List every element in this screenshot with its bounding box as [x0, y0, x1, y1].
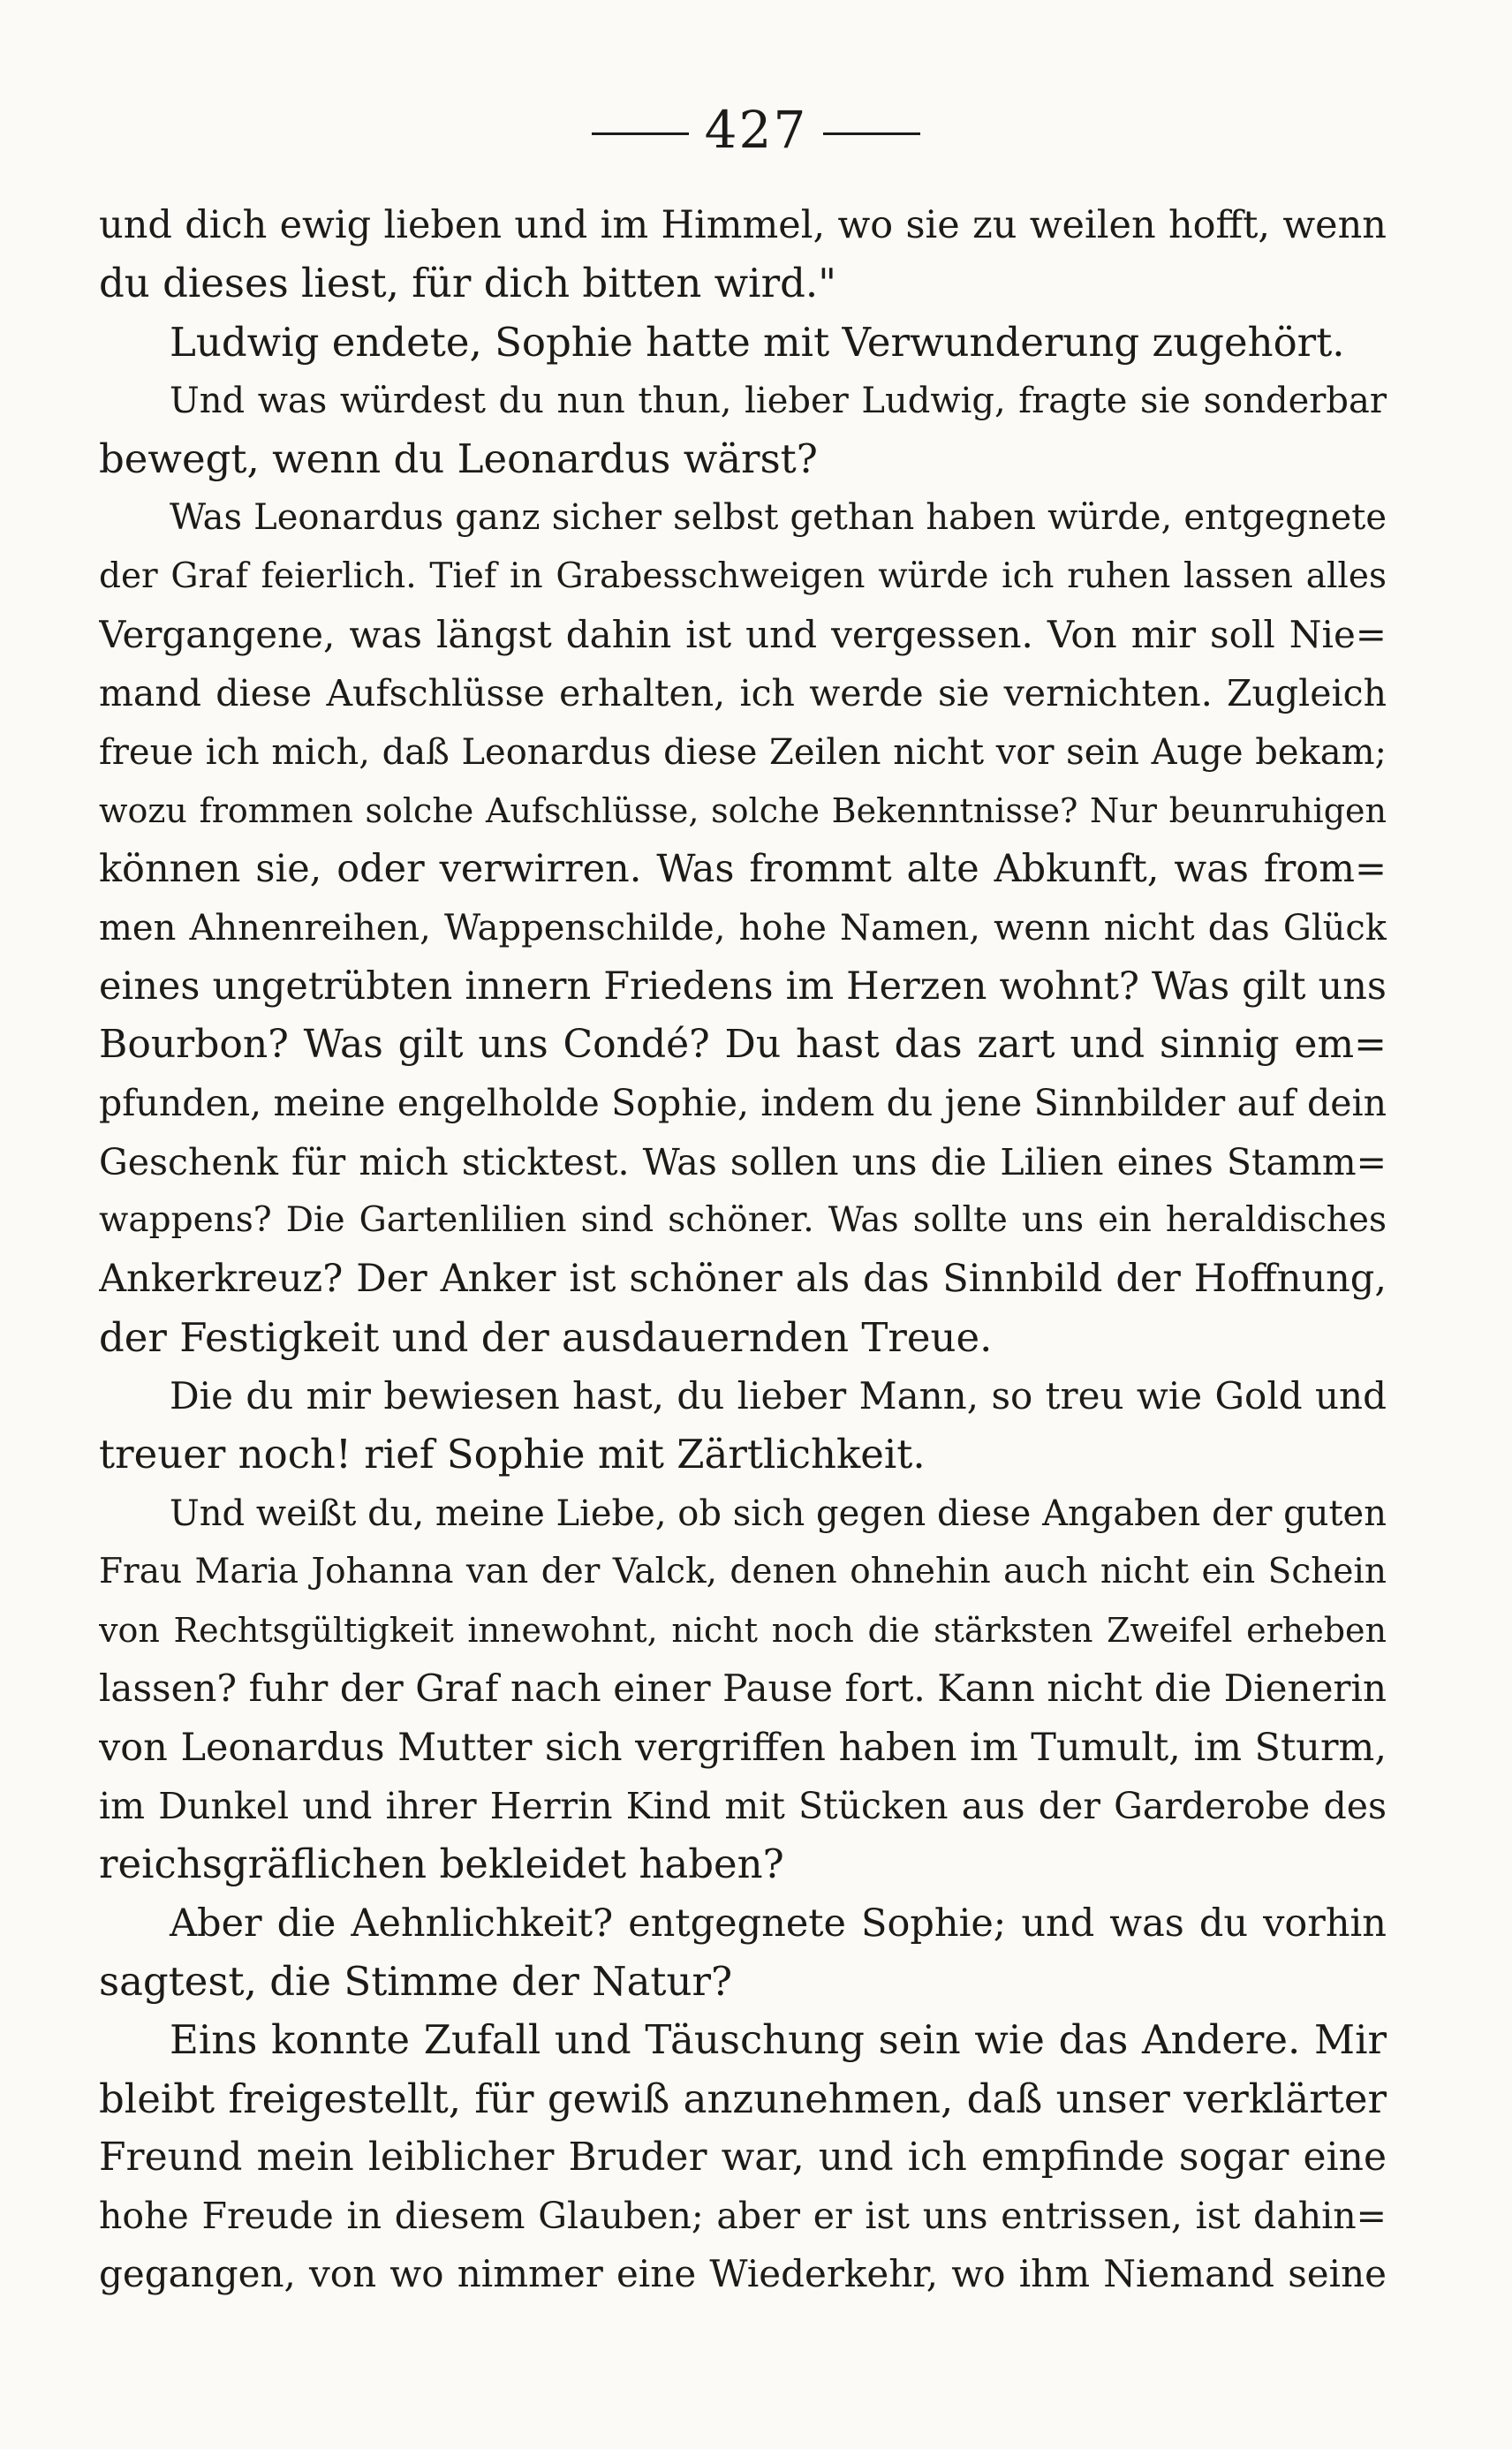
text-line: wappens? Die Gartenlilien sind schöner. Was sollte uns ein heraldisches: [99, 1200, 1387, 1241]
page-number: 427: [704, 100, 808, 160]
text-line: du dieses liest, für dich bitten wird.": [99, 260, 836, 307]
text-line: von Leonardus Mutter sich vergriffen haben im Tumult, im Sturm,: [99, 1725, 1387, 1770]
text-line: Und was würdest du nun thun, lieber Ludwig, fragte sie sonderbar: [170, 380, 1387, 421]
body-text: [99, 196, 1387, 2304]
text-line: können sie, oder verwirren. Was frommt alte Abkunft, was from=: [99, 847, 1387, 892]
text-line: pfunden, meine engelholde Sophie, indem du jene Sinnbilder auf dein: [99, 1082, 1387, 1125]
text-line: gegangen, von wo nimmer eine Wiederkehr, wo ihm Niemand seine: [99, 2252, 1387, 2296]
text-line: Geschenk für mich sticktest. Was sollen uns die Lilien eines Stamm=: [99, 1140, 1387, 1183]
header-rule-right: [823, 132, 920, 135]
text-line: Vergangene, was längst dahin ist und vergessen. Von mir soll Nie=: [99, 613, 1387, 657]
text-line: Ludwig endete, Sophie hatte mit Verwunderung zugehört.: [170, 318, 1345, 366]
text-line: eines ungetrübten innern Friedens im Herzen wohnt? Was gilt uns: [99, 964, 1387, 1009]
text-line: bleibt freigestellt, für gewiß anzunehmen, daß unser verklärter: [99, 2075, 1387, 2122]
text-line: reichsgräflichen bekleidet haben?: [99, 1841, 784, 1888]
text-line: Eins konnte Zufall und Täuschung sein wie das Andere. Mir: [170, 2016, 1387, 2064]
header-rule-left: [592, 132, 689, 135]
text-line: hohe Freude in diesem Glauben; aber er ist uns entrissen, ist dahin=: [99, 2195, 1387, 2238]
text-line: Ankerkreuz? Der Anker ist schöner als das Sinnbild der Hoffnung,: [99, 1257, 1387, 1302]
page-header: [0, 99, 1512, 161]
text-line: Bourbon? Was gilt uns Condé? Du hast das zart und sinnig em=: [99, 1022, 1387, 1068]
text-line: Die du mir bewiesen hast, du lieber Mann, so treu wie Gold und: [170, 1373, 1387, 1417]
text-line: bewegt, wenn du Leonardus wärst?: [99, 435, 818, 483]
text-line: Freund mein leiblicher Bruder war, und ich empfinde sogar eine: [99, 2134, 1387, 2180]
text-line: Aber die Aehnlichkeit? entgegnete Sophie; und was du vorhin: [170, 1901, 1387, 1946]
text-line: von Rechtsgültigkeit innewohnt, nicht noch die stärksten Zweifel erheben: [99, 1611, 1387, 1651]
text-line: wozu frommen solche Aufschlüsse, solche Bekenntnisse? Nur beunruhigen: [99, 790, 1387, 830]
text-line: men Ahnenreihen, Wappenschilde, hohe Namen, wenn nicht das Glück: [99, 907, 1387, 949]
text-line: Was Leonardus ganz sicher selbst gethan haben würde, entgegnete: [170, 497, 1387, 539]
text-line: freue ich mich, daß Leonardus diese Zeilen nicht vor sein Auge bekam;: [99, 731, 1387, 773]
text-line: der Graf feierlich. Tief in Grabesschweigen würde ich ruhen lassen alles: [99, 556, 1387, 596]
text-line: lassen? fuhr der Graf nach einer Pause fort. Kann nicht die Dienerin: [99, 1667, 1387, 1711]
text-line: der Festigkeit und der ausdauernden Treue.: [99, 1313, 993, 1361]
text-line: treuer noch! rief Sophie mit Zärtlichkeit.: [99, 1431, 926, 1478]
text-line: Frau Maria Johanna van der Valck, denen ohnehin auch nicht ein Schein: [99, 1551, 1387, 1591]
text-line: sagtest, die Stimme der Natur?: [99, 1957, 733, 2005]
text-line: im Dunkel und ihrer Herrin Kind mit Stücken aus der Garderobe des: [99, 1785, 1387, 1828]
text-line: Und weißt du, meine Liebe, ob sich gegen diese Angaben der guten: [170, 1493, 1387, 1534]
text-line: und dich ewig lieben und im Himmel, wo sie zu weilen hofft, wenn: [99, 203, 1387, 247]
text-line: mand diese Aufschlüsse erhalten, ich werde sie vernichten. Zugleich: [99, 672, 1387, 715]
